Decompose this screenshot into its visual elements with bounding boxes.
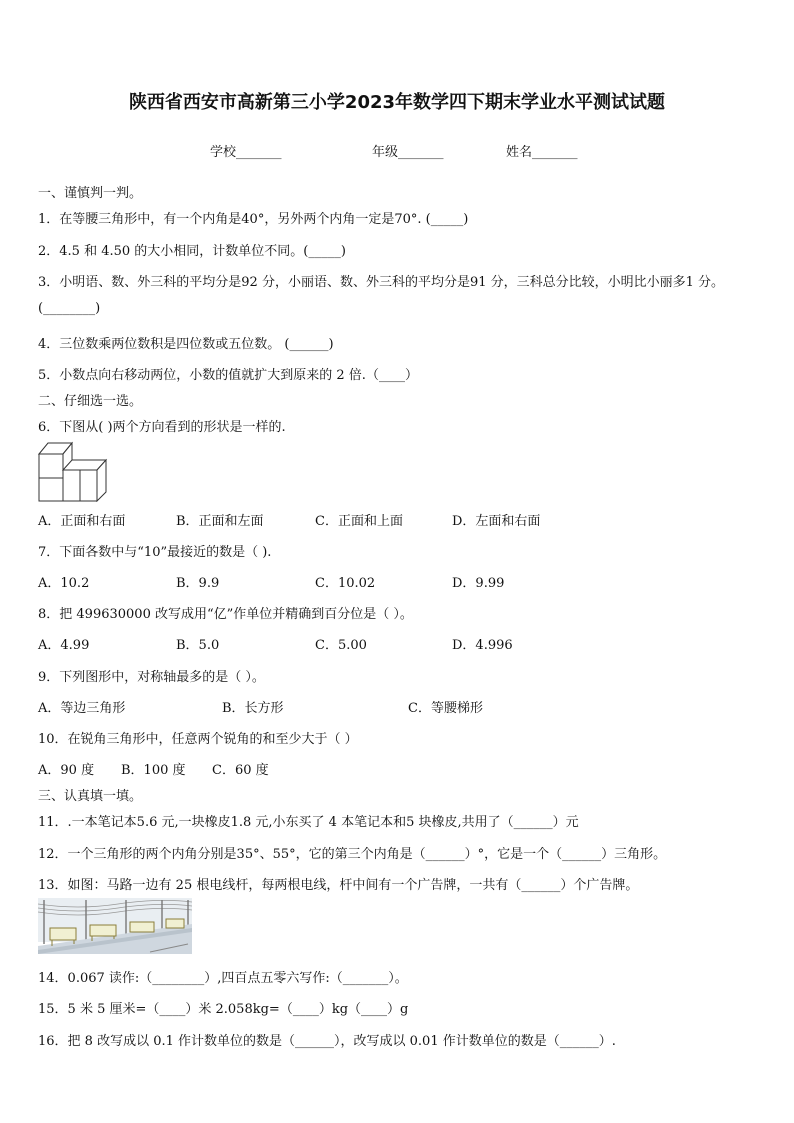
option-b[interactable]: B．5.0 [176,638,220,653]
question-16: 16．把 8 改写成以 0.1 作计数单位的数是（______），改写成以 0.01 作计数单位的数是（______）. [38,1034,616,1049]
grade-field: 年级_______ [372,145,444,160]
question-7: 7．下面各数中与“10”最接近的数是（ ). [38,545,272,560]
section-3-heading: 三、认真填一填。 [38,789,143,804]
option-d[interactable]: D．9.99 [452,576,505,591]
option-a[interactable]: A．4.99 [38,638,90,653]
option-a[interactable]: A．正面和右面 [38,514,126,529]
question-10: 10．在锐角三角形中，任意两个锐角的和至少大于（ ） [38,732,358,747]
section-2-heading: 二、仔细选一选。 [38,394,143,409]
section-1-heading: 一、谨慎判一判。 [38,186,143,201]
question-9: 9．下列图形中，对称轴最多的是（ ）。 [38,670,265,685]
question-13: 13．如图：马路一边有 25 根电线杆，每两根电线，杆中间有一个广告牌，一共有（______）个广告牌。 [38,878,639,893]
question-3: 3．小明语、数、外三科的平均分是92 分，小丽语、数、外三科的平均分是91 分，三科总分比较，小明比小丽多1 分。 [38,275,725,290]
option-c[interactable]: C．60 度 [212,763,269,778]
question-5: 5．小数点向右移动两位，小数的值就扩大到原来的 2 倍.（____） [38,368,418,383]
road-billboard-figure [38,898,192,954]
question-14: 14．0.067 读作:（________）,四百点五零六写作:（_______）。 [38,971,408,986]
page-title: 陕西省西安市高新第三小学2023年数学四下期末学业水平测试试题 [128,92,666,113]
question-4: 4．三位数乘两位数积是四位数或五位数。 (______) [38,337,334,352]
option-c[interactable]: C．5.00 [315,638,367,653]
option-a[interactable]: A．90 度 [38,763,95,778]
question-1: 1．在等腰三角形中，有一个内角是40°，另外两个内角一定是70°. (_____) [38,212,469,227]
option-d[interactable]: D．左面和右面 [452,514,541,529]
option-a[interactable]: A．10.2 [38,576,90,591]
question-6: 6．下图从( )两个方向看到的形状是一样的. [38,420,286,435]
option-c[interactable]: C．等腰梯形 [408,701,483,716]
option-d[interactable]: D．4.996 [452,638,513,653]
option-c[interactable]: C．10.02 [315,576,376,591]
question-3-blank: (________) [38,301,101,316]
question-11: 11．.一本笔记本5.6 元,一块橡皮1.8 元,小东买了 4 本笔记本和5 块橡皮,共用了（______）元 [38,815,579,830]
option-b[interactable]: B．100 度 [121,763,186,778]
option-c[interactable]: C．正面和上面 [315,514,403,529]
question-12: 12．一个三角形的两个内角分别是35°、55°，它的第三个内角是（______）°，它是一个（______）三角形。 [38,847,667,862]
option-b[interactable]: B．9.9 [176,576,220,591]
option-b[interactable]: B．长方形 [222,701,284,716]
question-15: 15．5 米 5 厘米=（____）米 2.058kg=（____）kg（____）g [38,1002,409,1017]
option-b[interactable]: B．正面和左面 [176,514,264,529]
question-8: 8．把 499630000 改写成用“亿”作单位并精确到百分位是（ ）。 [38,607,413,622]
option-a[interactable]: A．等边三角形 [38,701,126,716]
cubes-figure [38,440,108,502]
school-field: 学校_______ [210,145,282,160]
question-2: 2．4.5 和 4.50 的大小相同，计数单位不同。(_____) [38,244,346,259]
name-field: 姓名_______ [506,145,578,160]
